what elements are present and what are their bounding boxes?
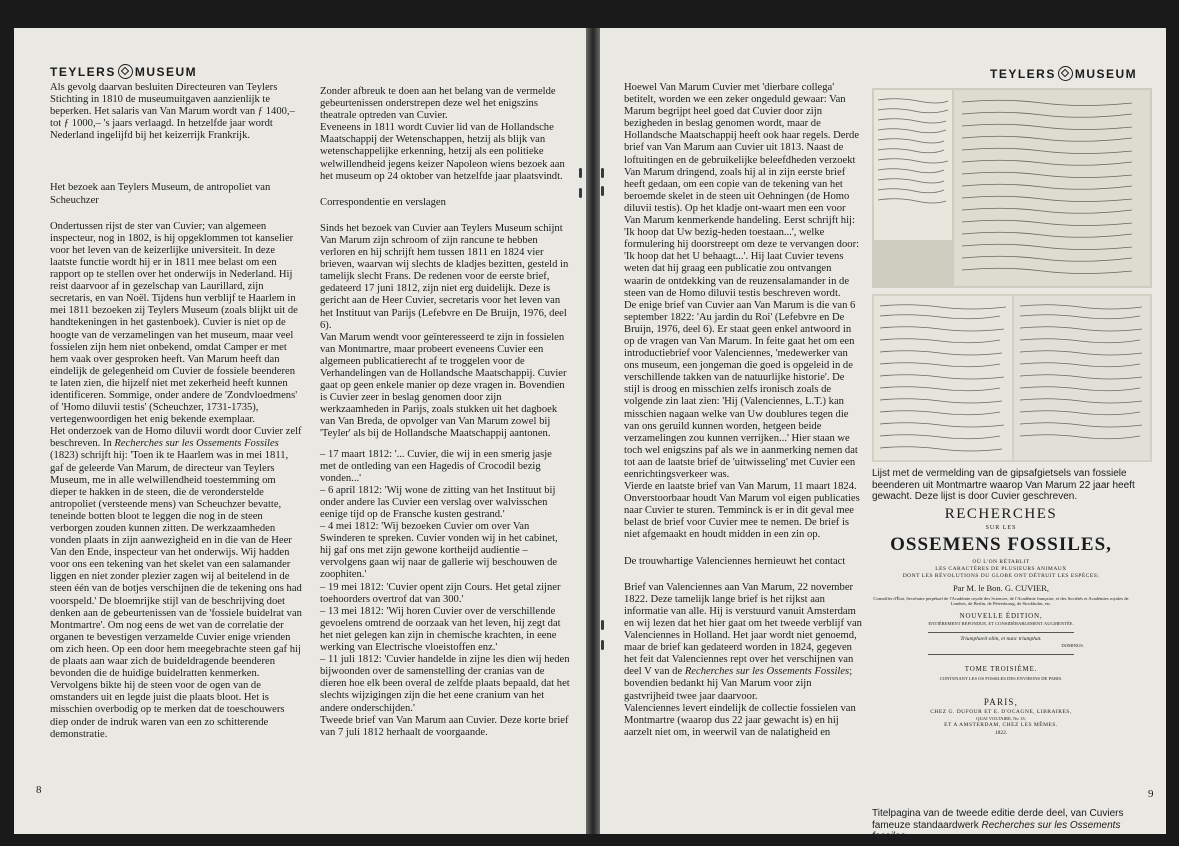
paragraph: Valenciennes levert eindelijk de collectie fossielen van Montmartre (waarop dus 22 jaar gewacht is) en hij aarzelt niet om, in weerwil van de nalatigheid en: [624, 702, 856, 738]
text-run: Titelpagina van de tweede editie derde deel, van Cuviers fameuze standaardwerk: [872, 808, 1124, 831]
diary-quote: – 11 juli 1812: 'Cuvier handelde in zijne les dien wij heden bijwoonden over de samenstelling der cranias van de dieren hoe elk been overal de zelfde plaats bepaald, dat het slechts wijzigingen zijn die het eene cranium van het andere onderschijden.': [320, 654, 570, 714]
logo-text-teylers: TEYLERS: [50, 64, 116, 79]
paragraph: [624, 582, 862, 703]
binding-mark: [578, 168, 584, 178]
tp-line: DOMINUS.: [1061, 643, 1084, 649]
manuscript-photo-upper: [872, 88, 1152, 288]
tp-line: Par M. le Bon. G. CUVIER,: [952, 583, 1050, 593]
binding-gutter: [586, 28, 600, 834]
paragraph: Sinds het bezoek van Cuvier aan Teylers Museum schijnt Van Marum zijn schroom of zijn rancune te hebben verloren en hij schrijft hem tussen 1811 en 1824 vier brieven, waarvan wij slechts de kladjes bezitten, gesteld in tamelijk slecht Frans. De redenen voor de eerste brief, gedateerd 17 juni 1812, zijn niet erg duidelijk. Deze is gericht aan de Heer Cuvier, secretaris voor het leven van het Instituut van Parijs (Lefebvre en De Bruijn, 1976, deel 6).: [320, 222, 569, 331]
paragraph: De enige brief van Cuvier aan Van Marum is die van 6 september 1822: 'Au jardin du Roi' (Lefebvre en De Bruijn, 1976, deel 6). Er staat geen enkel antwoord in op de vragen van Van Marum. In feite gaat het om een introductiebrief voor Valenciennes, 'medewerker van ons museum, een jongeman die goed is opgeleid in de verschillende takken van de natuurlijke historie'. De stijl is droog en misschien zelfs ironisch zoals de volgende zin laat zien: 'Hij (Valenciennes, L.T.) kan misschien nagaan welke van Uw doublures tegen die van ons geruild kunnen worden, hetgeen beide verzamelingen zou kunnen verrijken...' Hier staan we toch wel enigszins paf als we in aanmerking nemen dat tot aan de laatste brief de 'uitwisseling' met Cuvier een eenrichtingsverkeer was.: [624, 299, 858, 480]
tp-line: Triumphavit olim, et nunc triumphat.: [960, 636, 1042, 643]
tp-line: CONTENANT LES OS FOSSILES DES ENVIRONS DE PARIS.: [939, 676, 1063, 682]
logo-text-museum: MUSEUM: [1074, 66, 1138, 81]
tp-line: LES CARACTÈRES DE PLUSIEURS ANIMAUX: [935, 566, 1067, 572]
paragraph: Eveneens in 1811 wordt Cuvier lid van de Hollandsche Maatschappij der Wetenschappen, hetzij als blijk van wetenschappelijke erkenning, hetzij als een politieke welwillendheid jegens keizer Napoleon wiens bezoek aan het museum op 24 oktober van hetzelfde jaar plaatsvindt.: [320, 122, 565, 182]
left-column-1: [50, 82, 302, 741]
section-heading: De trouwhartige Valenciennes hernieuwt het contact: [624, 555, 846, 567]
paragraph: Zonder afbreuk te doen aan het belang van de vermelde gebeurtenissen onderstrepen deze wel het enigszins theatrale optreden van Cuvier.: [320, 86, 556, 122]
binding-mark: [600, 620, 606, 630]
tp-line: ENTIÈREMENT REFONDUE, ET CONSIDÉRABLEMENT AUGMENTÉE.: [928, 621, 1074, 627]
text-run: (1823) schrijft hij: 'Toen ik te Haarlem was in mei 1811, gaf de geleerde Van Marum, de directeur van Teylers Museum, me in alle welwillendheid toestemming om dieper te hakken in de steen, die de veronderstelde antropoliet (versteende mens) van Scheuchzer bevatte, teneinde botten bloot te leggen die nog in de steen verborgen zouden kunnen zitten. De werkzaamheden vonden plaats in zijn aanwezigheid en in die van de Heer Van den Ende, inspecteur van het onderwijs. Wij hadden voor ons een tekening van het skelet van een salamander liggen en niet zonder plezier zagen wij al beitelend in de steen één van de botjes verschijnen die de tekening ons had voorspeld.' De bloemrijke stijl van de beschrijving doet denken aan de gebeurtenissen van de 'fossiele buidelrat van Montmartre'. Om nog eens de wet van de correlatie der organen te bevestigen verzamelde Cuvier enige vrienden om zich heen. Op een door hem meegebrachte steen gaf hij de plaats aan waar zich de buideldragende beenderen bevonden die de huidige buidelratten kenmerken. Vervolgens bikte hij de steen voor de ogen van de omstanders uit en legde juist die plaats bloot. Het is misschien overbodig op te merken dat de toeschouwers diep onder de indruk waren van een zo schitterende demonstratie.: [50, 450, 302, 740]
seal-icon: [1058, 66, 1073, 81]
diary-quote: – 6 april 1812: 'Wij wone de zitting van het Instituut bij onder andere las Cuvier een verslag over walvisschen eenige tijd op de Fransche kusten gestrand.': [320, 484, 556, 520]
diary-quote: – 13 mei 1812: 'Wij horen Cuvier over de verschillende gevoelens omtrend de oorzaak van het leven, hij zegt dat het niet gelegen kan zijn in chemische krachten, in eene werking van Electrische vloeistoffen enz.': [320, 605, 561, 654]
tp-line: DONT LES RÉVOLUTIONS DU GLOBE ONT DÉTRUIT LES ESPÈCES;: [902, 573, 1100, 579]
figure-caption: Lijst met de vermelding van de gipsafgietsels van fossiele beenderen uit Montmartre waarop Van Marum 22 jaar heeft gewacht. Deze lijst is door Cuvier geschreven.: [872, 468, 1135, 502]
tp-line: OÙ L'ON RÉTABLIT: [972, 559, 1030, 565]
tp-line: SUR LES: [985, 525, 1017, 531]
museum-logo: [990, 66, 1137, 81]
tp-line: 1822.: [994, 730, 1008, 737]
left-page: [14, 28, 586, 834]
tp-line: ET A AMSTERDAM, CHEZ LES MÊMES.: [944, 722, 1058, 729]
tp-rule: [928, 632, 1074, 633]
right-page: [600, 28, 1166, 842]
logo-text-museum: MUSEUM: [134, 64, 198, 79]
museum-logo: [50, 64, 197, 79]
tp-line: QUAI VOLTAIRE, No 13;: [976, 716, 1026, 722]
manuscript-image: [872, 294, 1152, 462]
diary-quote: – 4 mei 1812: 'Wij bezoeken Cuvier om over Van Swinderen te spreken. Cuvier vonden wij in het cabinet, hij gaf ons met zijn gewone kortheijd audientie – vervolgens gaan wij naar de gallerie wij beschouwen de zoophiten.': [320, 521, 558, 581]
logo-text-teylers: TEYLERS: [990, 66, 1056, 81]
tp-line: TOME TROISIÈME.: [964, 665, 1038, 674]
binding-mark: [600, 186, 606, 196]
paragraph: Ondertussen rijst de ster van Cuvier; van algemeen inspecteur, nog in 1802, is hij opgeklommen tot kanselier voor het leven van de keizerlijke universiteit. In deze laatste functie wordt hij er in 1811 mee belast om een rapport op te stellen over het onderwijs in Nederland. Hij reist daarvoor af in gezelschap van Laurillard, zijn secretaris, en van Noël. Tijdens hun verblijf te Haarlem in mei 1811 bezoeken zij Teylers Museum (zoals blijkt uit de handtekeningen in het gastenboek). Cuvier is niet op de hoogte van de verzamelingen van het museum, maar veel fossielen zijn hem niet onbekend, omdat Camper er met hem vaak over gesproken heeft. Van Marum heeft dan eindelijk de gelegenheid om Cuvier de fossiele beenderen te laten zien, die hijzelf niet met zekerheid heeft kunnen identificeren. Sommige, onder andere de 'Zondvloedmens' of 'Homo diluvii testis' (Scheuchzer, 1731-1735), vertegenwoordigen het enig bekende exemplaar.: [50, 220, 298, 426]
text-run: Brief van Valenciennes aan Van Marum, 22 november 1822. Deze tamelijk lange brief is het rijkst aan informatie van alle. Hij is verstuurd vanuit Amsterdam en wij lezen dat het hier gaat om het tweede verblijf van Valenciennes in Holland. Het jaar wordt niet genoemd, maar de brief kan gedateerd worden in 1824, gegeven het feit dat Valenciennes rept over het verschijnen van deel V van de: [624, 581, 862, 678]
tp-line: RECHERCHES: [944, 506, 1058, 522]
paragraph: [50, 426, 302, 740]
diary-quote: – 17 maart 1812: '... Cuvier, die wij in een smerig jasje met de ontleding van een Hagedis of Crocodil bezig vonden...': [320, 448, 552, 484]
paragraph: Van Marum wendt voor geïnteresseerd te zijn in fossielen van Montmartre, maar probeert eveneens Cuvier een algemeen publicatierecht af te troggelen voor de Verhandelingen van de Hollandsche Maatschappij. Cuvier gaat op geen enkele manier op deze vragen in. Bovendien is Cuvier zeer in beslag genomen door zijn werkzaamheden in Parijs, zoals stukken uit het dagboek van Van Breda, de opvolger van Van Marum zowel bij 'Teyler' als bij de Hollandsche Maatschappij aantonen.: [320, 331, 567, 440]
page-number: 9: [1148, 788, 1154, 800]
binding-mark: [600, 168, 606, 178]
title-page-reproduction: [858, 506, 1144, 804]
manuscript-image: [872, 88, 1152, 288]
tp-line: OSSEMENS FOSSILES,: [890, 534, 1112, 555]
page-number: 8: [36, 784, 42, 796]
manuscript-photo-lower: [872, 294, 1152, 462]
paragraph: Vierde en laatste brief van Van Marum, 11 maart 1824. Onverstoorbaar houdt Van Marum vol eigen publicaties naar Cuvier te sturen. Temminck is er in dit geval mee belast de brief voor Cuvier mee te nemen. De brief is niet afgemaakt en houdt midden in een zin op.: [624, 481, 860, 541]
tp-line: CHEZ G. DUFOUR ET E. D'OCAGNE, LIBRAIRES,: [930, 709, 1072, 716]
text-run: Het onderzoek van de Homo diluvii wordt door Cuvier zelf beschreven. In: [50, 426, 302, 450]
binding-mark: [600, 640, 606, 650]
book-title: Recherches sur les Ossements Fossiles: [114, 438, 279, 450]
book-title: Recherches sur les Ossements Fossiles: [684, 666, 850, 678]
paragraph: Als gevolg daarvan besluiten Directeuren van Teylers Stichting in 1810 de museumuitgaven aanzienlijk te beperken. Het salaris van Van Marum wordt van ƒ 1400,– tot ƒ 1000,– 's jaars verlaagd. In hetzelfde jaar wordt Nederland ingelijfd bij het keizerrijk Frankrijk.: [50, 82, 295, 142]
text-run: ; bovendien bedankt hij Van Marum voor zijn gastvrijheid twee jaar daarvoor.: [624, 666, 853, 702]
section-heading: Correspondentie en verslagen: [320, 196, 446, 208]
right-column-text: [624, 82, 862, 739]
paragraph: Hoewel Van Marum Cuvier met 'dierbare collega' betitelt, worden we een zeker ongeduld gewaar: Van Marum begrijpt heel goed dat Cuvier door zijn bezigheden in beslag genomen wordt, maar de Hollandsche Maatschappij heeft ook haar regels. Derde brief van Van Marum aan Cuvier uit 1813. Naast de loftuitingen en de gebruikelijke beleefdheden verzoekt Van Marum dringend, zoals hij al in zijn eerste brief heeft gedaan, om een copie van de tekening van het beroemde skelet in de steen uit Oehningen (de Homo diluvii testis). Op het kladje ont-waart men een voor Van Marum kenmerkende handeling. Eerst schrijft hij: 'Ik hoop dat Uw bezig-heden toestaan...', welke formulering hij doorstreept om deze te vervangen door: 'Ik hoop dat het U behaagt...'. Hij laat Cuvier tevens weten dat hij graag een publicatie zou ontvangen waarin de ontdekking van de reuzensalamander in de steen van de Homo diluvii testis beschreven wordt.: [624, 82, 860, 299]
left-column-2: [320, 86, 570, 739]
tp-line: PARIS,: [983, 697, 1019, 708]
tp-line: NOUVELLE ÉDITION,: [959, 612, 1043, 621]
binding-mark: [578, 188, 584, 198]
book-title: Recherches sur les Ossements fossiles: [872, 819, 1121, 842]
paragraph: Tweede brief van Van Marum aan Cuvier. Deze korte brief van 7 juli 1812 herhaalt de voorgaande.: [320, 714, 569, 738]
tp-rule: [928, 654, 1074, 655]
figure-caption: [872, 808, 1150, 843]
text-run: .: [905, 831, 909, 842]
diary-quote: – 19 mei 1812: 'Cuvier opent zijn Cours. Het getal zijner toehoorders overtrof dat van 300.': [320, 581, 561, 605]
seal-icon: [118, 64, 133, 79]
section-heading: Het bezoek aan Teylers Museum, de antropoliet van Scheuchzer: [50, 182, 271, 206]
tp-line: Conseiller d'État, Secrétaire perpétuel de l'Académie royale des Sciences, de l'Académie française, et des Sociétés et Académies royales de Londres, de Berlin, de Pétersbourg, de Stockholm, etc.: [873, 596, 1129, 607]
